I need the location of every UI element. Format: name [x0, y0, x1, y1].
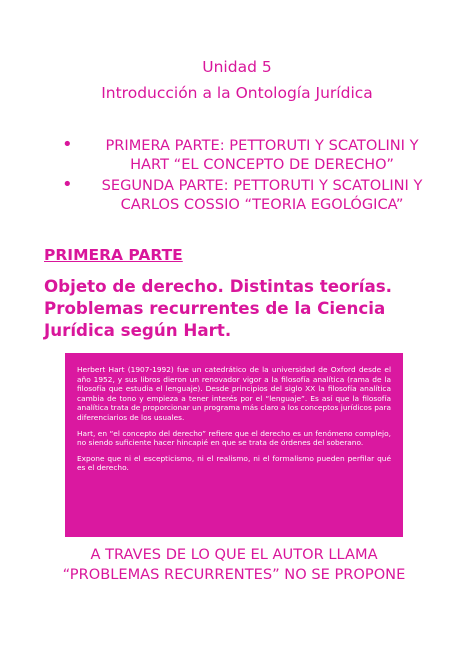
bullet-text: SEGUNDA PARTE: PETTORUTI Y SCATOLINI Y CARLOS COSSIO “TEORIA EGOLÓGICA”: [101, 177, 423, 213]
bullet-icon: •: [62, 174, 73, 195]
footer-text: A TRAVES DE LO QUE EL AUTOR LLAMA “PROBLEMAS RECURRENTES” NO SE PROPONE: [62, 546, 406, 583]
unit-title: Unidad 5: [202, 58, 272, 76]
highlight-box: [65, 353, 403, 537]
bullet-text: PRIMERA PARTE: PETTORUTI Y SCATOLINI Y HART “EL CONCEPTO DE DERECHO”: [105, 137, 419, 173]
bullet-icon: •: [62, 134, 73, 155]
box-paragraph: Expone que ni el escepticismo, ni el realismo, ni el formalismo pueden perfilar qué es el derecho.: [77, 453, 391, 473]
box-paragraph: Hart, en “el concepto del derecho” refiere que el derecho es un fenómeno complejo, no siendo suficiente hacer hincapié en que se trata de órdenes del soberano.: [77, 428, 391, 448]
bullet-list: [62, 136, 434, 216]
section-heading: PRIMERA PARTE: [44, 246, 183, 264]
bullet-item: [62, 176, 434, 214]
bullet-item: [62, 136, 434, 174]
box-paragraph: Herbert Hart (1907-1992) fue un catedrático de la universidad de Oxford desde el año 1952, y sus libros dieron un renovador vigor a la filosofía analítica (rama de la filosofía que estudia el lenguaje). Desde principios del siglo XX la filosofía analítica cambia de tono y empieza a tener interés por el “lenguaje”. Es así que la filosofía analítica trata de proporcionar un programa más claro a los conceptos jurídicos para diferenciarios de los usuales.: [77, 365, 391, 422]
section-objective: Objeto de derecho. Distintas teorías. Problemas recurrentes de la Ciencia Jurídica según Hart.: [44, 276, 392, 340]
unit-subtitle: Introducción a la Ontología Jurídica: [101, 84, 373, 102]
